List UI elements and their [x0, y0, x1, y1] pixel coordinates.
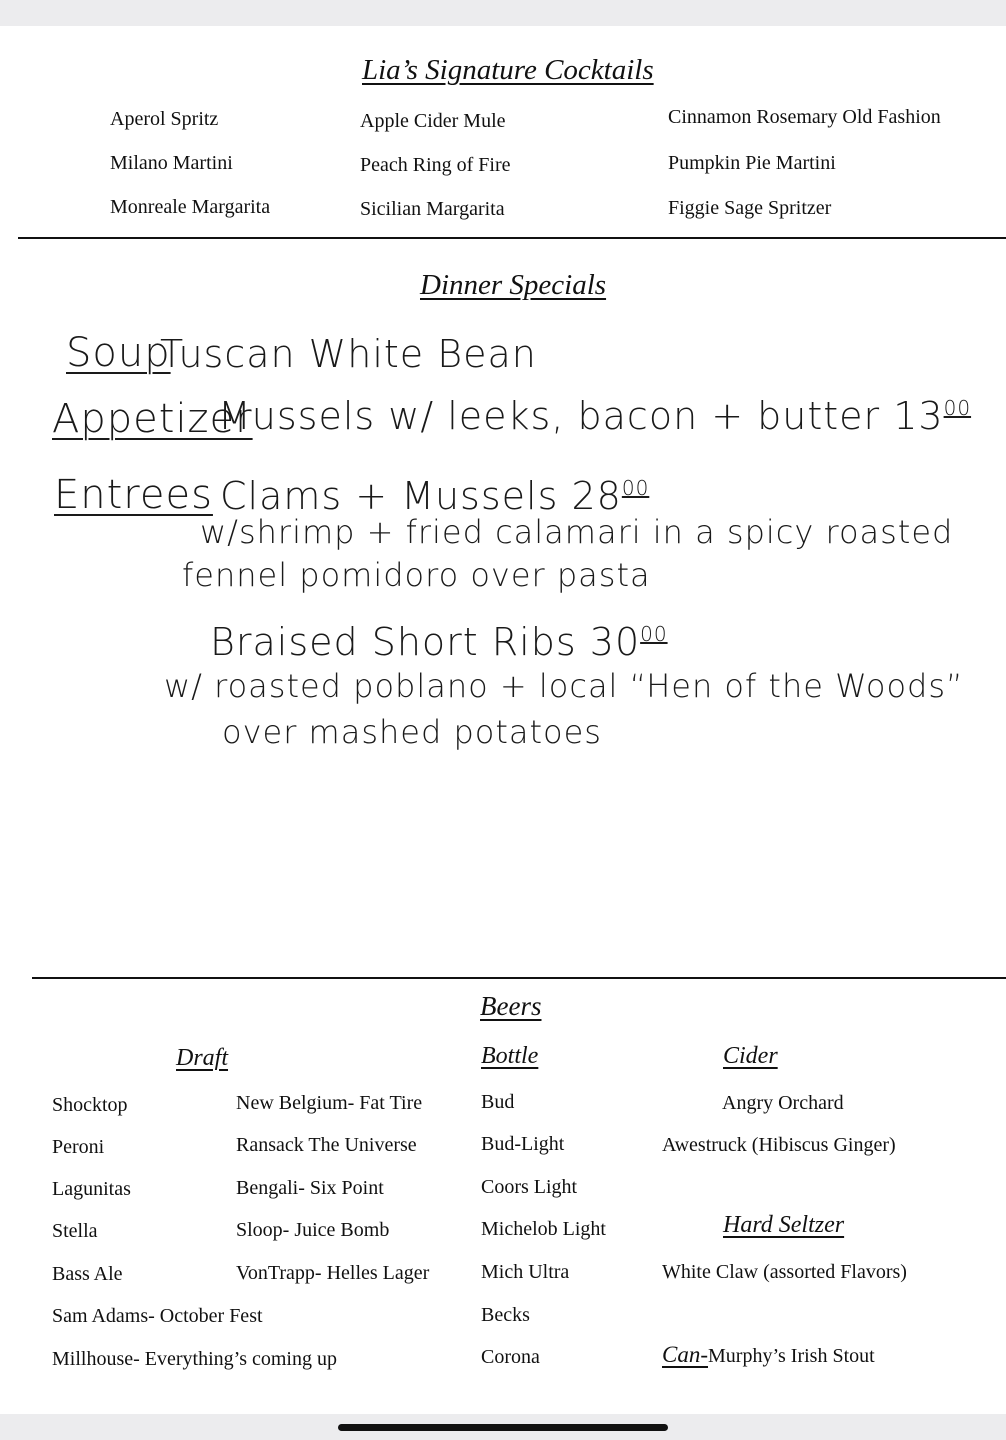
draft-item: Shocktop — [52, 1094, 128, 1116]
entrees-label: Entrees — [54, 472, 213, 518]
beers-title: Beers — [480, 991, 542, 1021]
draft-item: New Belgium- Fat Tire — [236, 1092, 423, 1114]
appetizer-name: Mussels w/ leeks, bacon + butter — [218, 394, 881, 438]
cocktail-item: Cinnamon Rosemary Old Fashion — [668, 106, 941, 128]
cider-item: Awestruck (Hibiscus Ginger) — [662, 1134, 896, 1156]
soup-name: Tuscan White Bean — [160, 332, 537, 376]
draft-item: Bengali- Six Point — [236, 1177, 384, 1199]
bottle-item: Becks — [481, 1304, 530, 1326]
entree-price: 30 — [589, 620, 641, 664]
dinner-specials-title: Dinner Specials — [420, 269, 607, 301]
draft-item: Sloop- Juice Bomb — [236, 1219, 390, 1241]
can-label: Can- — [662, 1342, 708, 1367]
entree-description: w/ roasted poblano + local “Hen of the Woods” — [164, 667, 964, 705]
bottle-item: Coors Light — [481, 1176, 578, 1198]
bottle-item: Mich Ultra — [481, 1261, 570, 1283]
seltzer-item: White Claw (assorted Flavors) — [662, 1261, 907, 1283]
cocktail-item: Milano Martini — [110, 152, 233, 174]
entree-cents: 00 — [621, 476, 650, 500]
draft-item: VonTrapp- Helles Lager — [236, 1262, 430, 1284]
bottle-title: Bottle — [481, 1043, 539, 1069]
appetizer-cents: 00 — [943, 396, 972, 420]
entree-name: Braised Short Ribs — [210, 620, 577, 664]
entree-description: w/shrimp + fried calamari in a spicy roasted — [200, 513, 954, 551]
cocktail-item: Peach Ring of Fire — [360, 154, 511, 176]
appetizer-item — [218, 394, 971, 438]
entree-title — [210, 620, 668, 664]
cocktail-item: Aperol Spritz — [110, 108, 219, 130]
cider-title: Cider — [723, 1043, 778, 1069]
can-row — [662, 1342, 875, 1368]
bottle-item: Bud-Light — [481, 1133, 565, 1155]
cocktail-item: Sicilian Margarita — [360, 198, 505, 220]
can-item: Murphy’s Irish Stout — [708, 1345, 875, 1367]
appetizer-price: 13 — [893, 394, 944, 438]
bottle-item: Bud — [481, 1091, 515, 1113]
cider-item: Angry Orchard — [722, 1092, 844, 1114]
cocktails-title: Lia’s Signature Cocktails — [362, 54, 654, 86]
entree-description: over mashed potatoes — [222, 713, 602, 751]
bottle-item: Corona — [481, 1346, 540, 1368]
draft-item: Lagunitas — [52, 1178, 131, 1200]
draft-item: Sam Adams- October Fest — [52, 1305, 263, 1327]
draft-item: Stella — [52, 1220, 98, 1242]
cocktail-item: Monreale Margarita — [110, 196, 271, 218]
home-indicator[interactable] — [338, 1424, 668, 1431]
draft-title: Draft — [176, 1045, 229, 1071]
draft-item: Peroni — [52, 1136, 105, 1158]
cocktail-item: Apple Cider Mule — [360, 110, 506, 132]
cocktail-item: Figgie Sage Spritzer — [668, 197, 832, 219]
cocktail-item: Pumpkin Pie Martini — [668, 152, 836, 174]
bottle-item: Michelob Light — [481, 1218, 606, 1240]
hard-seltzer-title: Hard Seltzer — [723, 1212, 845, 1238]
divider — [18, 237, 1006, 239]
soup-label: Soup — [66, 330, 171, 376]
divider — [32, 977, 1006, 979]
entree-name: Clams + Mussels — [220, 474, 559, 518]
appetizer-label: Appetizer — [52, 396, 253, 442]
entree-cents: 00 — [640, 622, 668, 646]
entree-description: fennel pomidoro over pasta — [182, 556, 651, 594]
entree-title — [220, 474, 649, 518]
draft-item: Bass Ale — [52, 1263, 123, 1285]
entree-price: 28 — [571, 474, 622, 518]
draft-item: Millhouse- Everything’s coming up — [52, 1348, 337, 1370]
draft-item: Ransack The Universe — [236, 1134, 417, 1156]
